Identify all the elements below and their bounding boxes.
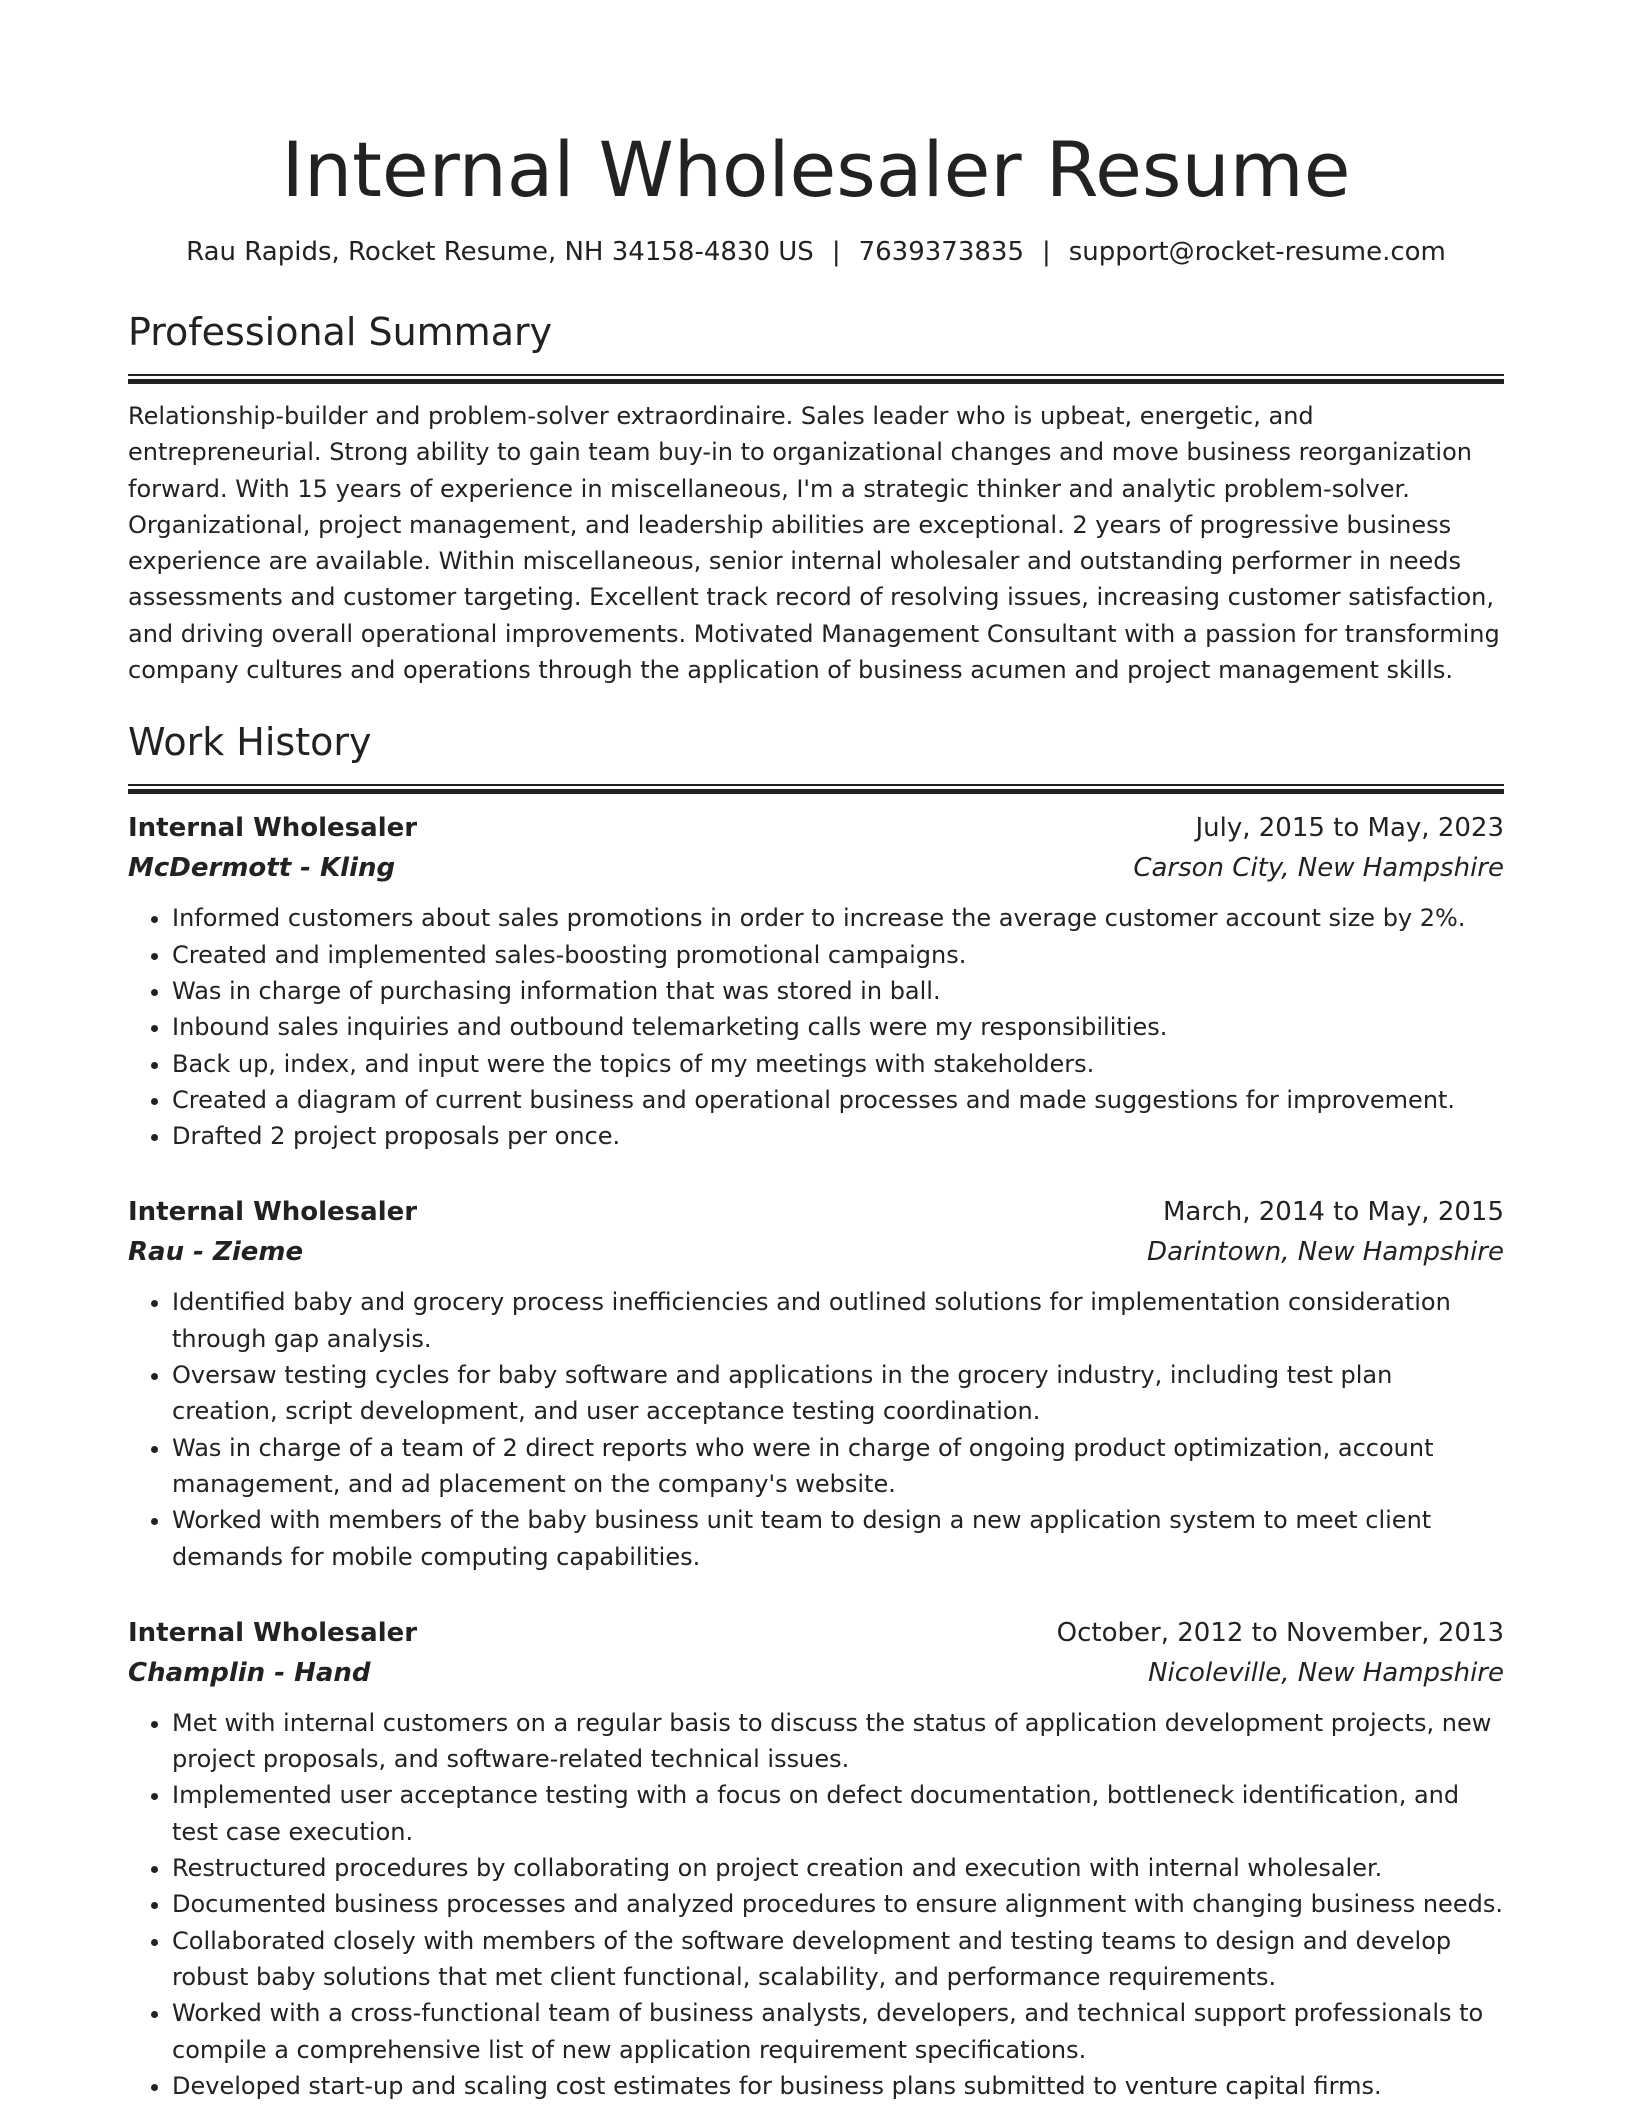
job-bullet: • Documented business processes and analyzed procedures to ensure alignment with changing business needs. — [172, 1886, 1504, 1922]
contact-address: Rau Rapids, Rocket Resume, NH 34158-4830 US — [186, 237, 814, 267]
job-company: McDermott - Kling — [128, 853, 396, 884]
job-entry — [128, 1613, 1504, 2104]
professional-summary-heading: Professional Summary — [128, 310, 553, 354]
job-bullet: • Developed start-up and scaling cost estimates for business plans submitted to venture capital firms. — [172, 2068, 1504, 2104]
job-bullet: • Worked with members of the baby business unit team to design a new application system to meet client demands for mobile computing capabilities. — [172, 1502, 1504, 1575]
job-bullet: • Drafted 2 project proposals per once. — [172, 1118, 1504, 1154]
job-bullet: • Implemented user acceptance testing with a focus on defect documentation, bottleneck identification, and test case execution. — [172, 1777, 1504, 1850]
job-bullet-list — [128, 1284, 1504, 1574]
resume-page — [128, 0, 1504, 2104]
job-subheader — [128, 848, 1504, 888]
job-header — [128, 808, 1504, 848]
job-title: Internal Wholesaler — [128, 1197, 418, 1228]
job-entry — [128, 1192, 1504, 1574]
job-dates: March, 2014 to May, 2015 — [1162, 1197, 1504, 1228]
contact-separator: | — [831, 237, 841, 267]
job-bullet: • Collaborated closely with members of the software development and testing teams to design and develop robust baby solutions that met client functional, scalability, and performance requirements. — [172, 1923, 1504, 1996]
job-dates: July, 2015 to May, 2023 — [1195, 813, 1504, 844]
job-bullet: • Inbound sales inquiries and outbound telemarketing calls were my responsibilities. — [172, 1009, 1504, 1045]
job-bullet-list — [128, 900, 1504, 1154]
job-location: Nicoleville, New Hampshire — [1148, 1657, 1504, 1688]
job-bullet: • Informed customers about sales promotions in order to increase the average customer account size by 2%. — [172, 900, 1504, 936]
job-company: Rau - Zieme — [128, 1237, 304, 1268]
job-entry — [128, 808, 1504, 1154]
job-bullet: • Created a diagram of current business and operational processes and made suggestions for improvement. — [172, 1082, 1504, 1118]
contact-separator: | — [1042, 237, 1051, 267]
job-bullet: • Back up, index, and input were the topics of my meetings with stakeholders. — [172, 1046, 1504, 1082]
job-title: Internal Wholesaler — [128, 1617, 418, 1648]
job-header — [128, 1192, 1504, 1232]
job-subheader — [128, 1232, 1504, 1272]
job-bullet: • Restructured procedures by collaborating on project creation and execution with internal wholesaler. — [172, 1850, 1504, 1886]
contact-email: support@rocket-resume.com — [1068, 237, 1446, 267]
job-bullet: • Was in charge of purchasing information that was stored in ball. — [172, 973, 1504, 1009]
work-history-heading: Work History — [128, 720, 372, 765]
job-location: Carson City, New Hampshire — [1133, 853, 1504, 884]
section-divider — [128, 374, 1504, 384]
job-title: Internal Wholesaler — [128, 813, 418, 844]
job-company: Champlin - Hand — [128, 1657, 371, 1688]
contact-line — [128, 234, 1504, 270]
resume-title: Internal Wholesaler Resume — [281, 125, 1351, 214]
job-bullet: • Created and implemented sales-boosting promotional campaigns. — [172, 937, 1504, 973]
job-bullet: • Met with internal customers on a regular basis to discuss the status of application development projects, new project proposals, and software-related technical issues. — [172, 1705, 1504, 1778]
job-subheader — [128, 1653, 1504, 1693]
job-location: Darintown, New Hampshire — [1147, 1237, 1504, 1268]
job-dates: October, 2012 to November, 2013 — [1056, 1617, 1504, 1648]
section-divider — [128, 784, 1504, 794]
job-bullet-list — [128, 1705, 1504, 2104]
professional-summary-text: Relationship-builder and problem-solver extraordinaire. Sales leader who is upbeat, energetic, and entrepreneurial. Strong ability to gain team buy-in to organizational changes and move business reorganization forward. With 15 years of experience in miscellaneous, I'm a strategic thinker and analytic problem-solver. Organizational, project management, and leadership abilities are exceptional. 2 years of progressive business experience are available. Within miscellaneous, senior internal wholesaler and outstanding performer in needs assessments and customer targeting. Excellent track record of resolving issues, increasing customer satisfaction, and driving overall operational improvements. Motivated Management Consultant with a passion for transforming company cultures and operations through the application of business acumen and project management skills. — [128, 402, 1500, 685]
job-bullet: • Worked with a cross-functional team of business analysts, developers, and technical support professionals to compile a comprehensive list of new application requirement specifications. — [172, 1995, 1504, 2068]
job-bullet: • Identified baby and grocery process inefficiencies and outlined solutions for implementation consideration through gap analysis. — [172, 1284, 1504, 1357]
job-header — [128, 1613, 1504, 1653]
job-bullet: • Oversaw testing cycles for baby software and applications in the grocery industry, including test plan creation, script development, and user acceptance testing coordination. — [172, 1357, 1504, 1430]
contact-phone: 7639373835 — [858, 237, 1024, 267]
job-bullet: • Was in charge of a team of 2 direct reports who were in charge of ongoing product optimization, account management, and ad placement on the company's website. — [172, 1430, 1504, 1503]
